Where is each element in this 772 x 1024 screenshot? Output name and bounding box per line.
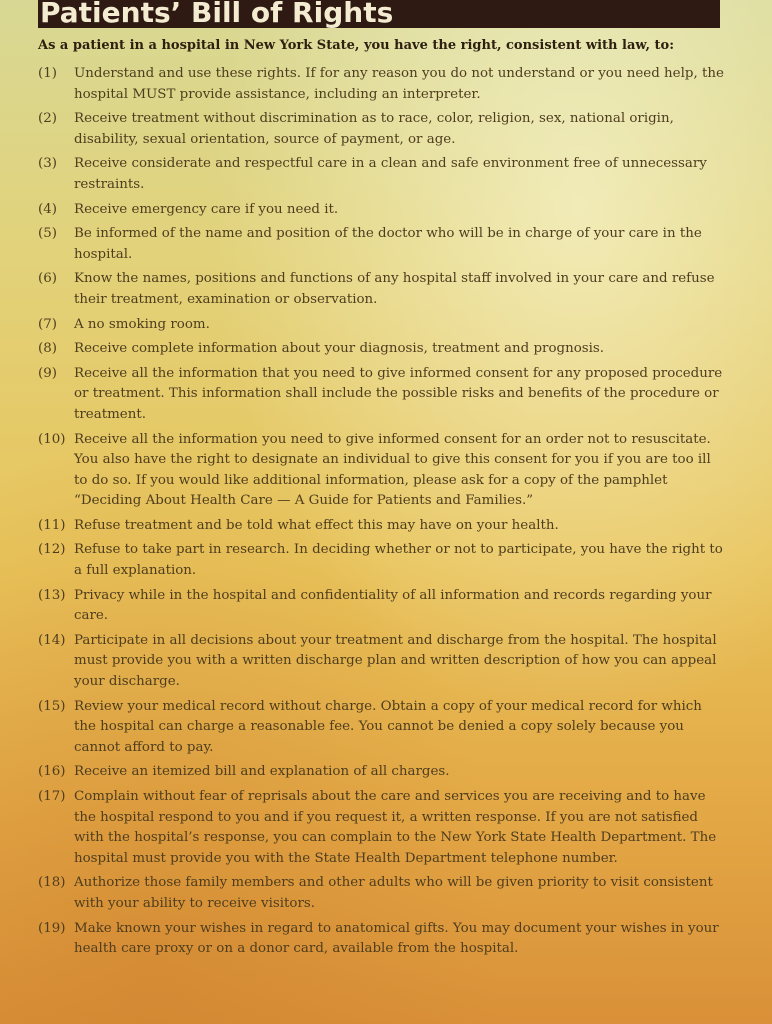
right-number: (17) xyxy=(38,789,66,804)
right-item xyxy=(38,697,728,759)
rights-list xyxy=(38,64,728,964)
page-title: Patients’ Bill of Rights xyxy=(40,0,394,29)
right-text: Receive emergency care if you need it. xyxy=(74,201,339,217)
right-text: Understand and use these rights. If for any reason you do not understand or you need help, the hospital MUST provide assistance, including an interpreter. xyxy=(74,66,724,102)
right-item xyxy=(38,200,728,221)
right-number: (1) xyxy=(38,66,57,81)
right-number: (7) xyxy=(38,316,57,332)
right-item xyxy=(38,787,728,869)
right-text: Privacy while in the hospital and confidentiality of all information and records regarding your care. xyxy=(74,587,712,624)
intro-statement: As a patient in a hospital in New York State, you have the right, consistent with law, to: xyxy=(38,38,675,53)
right-number: (13) xyxy=(38,587,66,603)
right-text: Complain without fear of reprisals about the care and services you are receiving and to have the hospital respond to you and if you request it, a written response. If you are not satisfied with the hospital’s response, you can complain to the New York State Health Department. The hospital must provide you with the State Health Department telephone number. xyxy=(74,789,717,866)
right-text: Receive considerate and respectful care in a clean and safe environment free of unnecessary restraints. xyxy=(74,156,707,192)
right-number: (6) xyxy=(38,271,57,287)
right-item xyxy=(38,364,728,426)
right-number: (11) xyxy=(38,517,66,533)
right-item xyxy=(38,154,728,195)
right-text: Know the names, positions and functions of any hospital staff involved in your care and refuse their treatment, examination or observation. xyxy=(74,271,715,307)
right-number: (10) xyxy=(38,431,66,447)
right-item xyxy=(38,269,728,310)
right-text: Be informed of the name and position of the doctor who will be in charge of your care in the hospital. xyxy=(74,226,702,262)
right-text: Review your medical record without charge. Obtain a copy of your medical record for which the hospital can charge a reasonable fee. You cannot be denied a copy solely because you cannot afford to pay. xyxy=(74,698,702,755)
right-text: Receive an itemized bill and explanation of all charges. xyxy=(74,764,450,780)
right-text: Authorize those family members and other adults who will be given priority to visit consistent with your ability to receive visitors. xyxy=(74,875,713,911)
right-item xyxy=(38,315,728,336)
right-item xyxy=(38,109,728,150)
right-number: (4) xyxy=(38,201,57,217)
right-text: Refuse to take part in research. In deciding whether or not to participate, you have the right to a full explanation. xyxy=(74,542,723,579)
right-item xyxy=(38,224,728,265)
right-item xyxy=(38,430,728,512)
right-number: (12) xyxy=(38,542,66,558)
right-number: (3) xyxy=(38,156,57,172)
right-number: (8) xyxy=(38,341,57,357)
right-number: (9) xyxy=(38,365,57,381)
right-item xyxy=(38,586,728,627)
right-number: (18) xyxy=(38,875,66,891)
right-text: Receive complete information about your diagnosis, treatment and prognosis. xyxy=(74,341,605,357)
right-item xyxy=(38,919,728,960)
right-number: (2) xyxy=(38,111,57,127)
right-item xyxy=(38,339,728,360)
right-text: Receive treatment without discrimination as to race, color, religion, sex, national origin, disability, sexual orientation, source of payment, or age. xyxy=(74,111,674,147)
right-number: (19) xyxy=(38,920,66,936)
right-number: (5) xyxy=(38,226,57,242)
right-item xyxy=(38,516,728,537)
right-text: Receive all the information that you need to give informed consent for any proposed procedure or treatment. This information shall include the possible risks and benefits of the procedure or treatment. xyxy=(74,365,723,422)
right-text: Refuse treatment and be told what effect this may have on your health. xyxy=(74,517,559,533)
right-text: Make known your wishes in regard to anatomical gifts. You may document your wishes in your health care proxy or on a donor card, available from the hospital. xyxy=(74,920,719,957)
right-item xyxy=(38,64,728,105)
right-item xyxy=(38,631,728,693)
right-text: A no smoking room. xyxy=(74,316,210,332)
right-text: Receive all the information you need to give informed consent for an order not to resuscitate. You also have the right to designate an individual to give this consent for you if you are too ill to do so. If you would like additional information, please ask for a copy of the pamphlet “Deciding About Health Care — A Guide for Patients and Families.” xyxy=(74,431,711,509)
right-number: (16) xyxy=(38,764,66,780)
right-number: (15) xyxy=(38,698,66,714)
right-text: Participate in all decisions about your treatment and discharge from the hospital. The hospital must provide you with a written discharge plan and written description of how you can appeal your discharge. xyxy=(74,632,717,690)
right-item xyxy=(38,873,728,914)
right-item xyxy=(38,762,728,783)
right-item xyxy=(38,540,728,581)
right-number: (14) xyxy=(38,632,66,648)
